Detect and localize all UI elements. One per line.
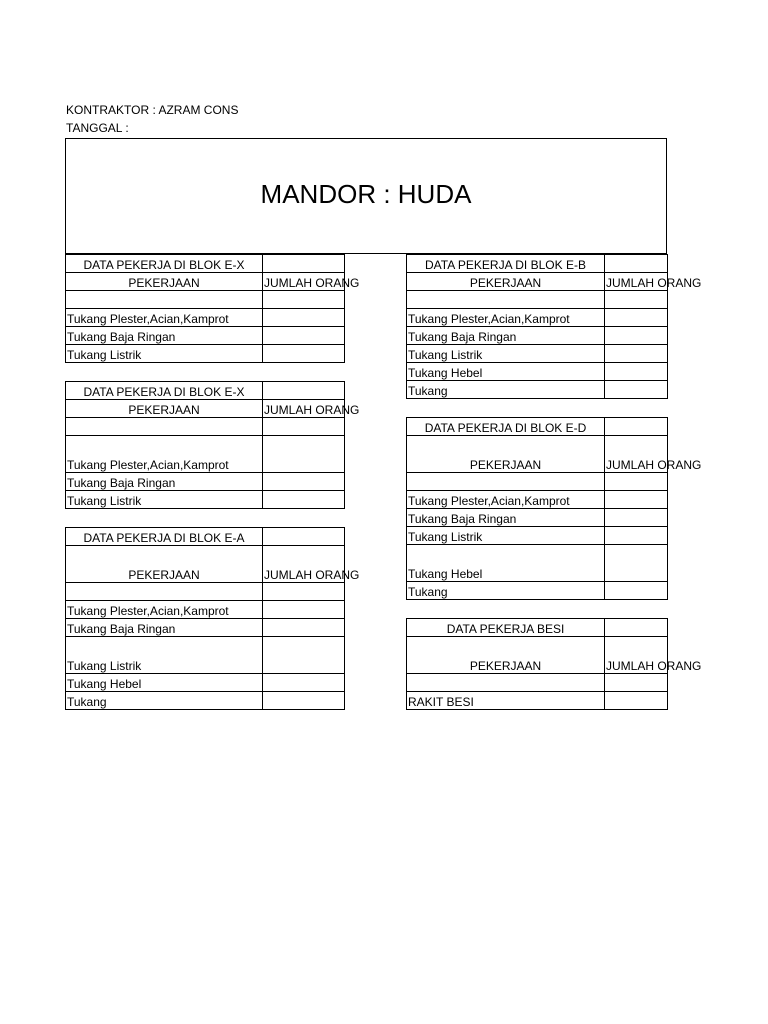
table-heading: DATA PEKERJA BESI [407, 619, 605, 637]
column-header-pekerjaan: PEKERJAAN [66, 400, 263, 418]
table-blok-ex-1 [65, 254, 360, 363]
table-cell [605, 692, 668, 710]
table-row-label: Tukang Listrik [407, 527, 605, 545]
table-row-label: Tukang Plester,Acian,Kamprot [407, 309, 605, 327]
table-cell [605, 527, 668, 545]
table-cell [407, 674, 605, 692]
table-row-label: Tukang [407, 582, 605, 600]
table-cell [605, 619, 668, 637]
table-cell [66, 291, 263, 309]
table-cell [605, 363, 668, 381]
table-cell [605, 545, 668, 582]
table-row-label: Tukang Hebel [407, 363, 605, 381]
contractor-label: KONTRAKTOR : AZRAM CONS [66, 103, 239, 117]
table-cell [605, 291, 668, 309]
table-row-label: Tukang Listrik [66, 491, 263, 509]
table-cell [407, 473, 605, 491]
table-blok-ex-2 [65, 381, 360, 509]
column-header-jumlah-orang: JUMLAH ORANG [263, 400, 345, 418]
table-row-label: Tukang Plester,Acian,Kamprot [66, 601, 263, 619]
table-heading: DATA PEKERJA DI BLOK E-A [66, 528, 263, 546]
table-row-label: Tukang Plester,Acian,Kamprot [407, 491, 605, 509]
table-cell [605, 418, 668, 436]
table-row-label: Tukang Baja Ringan [407, 327, 605, 345]
table-cell [605, 473, 668, 491]
table-blok-ea [65, 527, 360, 710]
table-cell [263, 382, 345, 400]
table-blok-ed [406, 417, 702, 600]
table-blok-eb [406, 254, 702, 399]
column-header-jumlah-orang: JUMLAH ORANG [263, 546, 345, 583]
table-row-label: Tukang Plester,Acian,Kamprot [66, 309, 263, 327]
table-cell [605, 491, 668, 509]
table-row-label: Tukang Baja Ringan [66, 473, 263, 491]
title-box [65, 138, 667, 254]
column-header-pekerjaan: PEKERJAAN [407, 273, 605, 291]
table-row-label: Tukang Plester,Acian,Kamprot [66, 436, 263, 473]
column-header-pekerjaan: PEKERJAAN [407, 637, 605, 674]
table-cell [263, 528, 345, 546]
table-cell [263, 309, 345, 327]
table-cell [605, 255, 668, 273]
table-cell [263, 291, 345, 309]
table-row-label: Tukang Baja Ringan [66, 619, 263, 637]
page-title: MANDOR : HUDA [260, 179, 472, 209]
table-cell [407, 291, 605, 309]
table-heading: DATA PEKERJA DI BLOK E-X [66, 255, 263, 273]
column-header-pekerjaan: PEKERJAAN [66, 546, 263, 583]
table-row-label: Tukang [66, 692, 263, 710]
column-header-pekerjaan: PEKERJAAN [407, 436, 605, 473]
column-header-jumlah-orang: JUMLAH ORANG [605, 436, 668, 473]
table-cell [605, 674, 668, 692]
table-row-label: Tukang Listrik [66, 637, 263, 674]
table-cell [263, 692, 345, 710]
table-row-label: Tukang Listrik [407, 345, 605, 363]
column-header-jumlah-orang: JUMLAH ORANG [605, 637, 668, 674]
table-cell [263, 255, 345, 273]
table-cell [263, 601, 345, 619]
table-pekerja-besi [406, 618, 702, 710]
column-header-pekerjaan: PEKERJAAN [66, 273, 263, 291]
table-cell [605, 309, 668, 327]
table-cell [263, 327, 345, 345]
table-heading: DATA PEKERJA DI BLOK E-B [407, 255, 605, 273]
table-cell [263, 619, 345, 637]
table-cell [263, 418, 345, 436]
table-cell [263, 345, 345, 363]
table-row-label: Tukang [407, 381, 605, 399]
table-cell [66, 583, 263, 601]
table-row-label: Tukang Listrik [66, 345, 263, 363]
table-heading: DATA PEKERJA DI BLOK E-X [66, 382, 263, 400]
table-row-label: Tukang Baja Ringan [407, 509, 605, 527]
table-cell [605, 327, 668, 345]
table-row-label: Tukang Baja Ringan [66, 327, 263, 345]
column-header-jumlah-orang: JUMLAH ORANG [605, 273, 668, 291]
table-row-label: Tukang Hebel [66, 674, 263, 692]
table-cell [263, 674, 345, 692]
table-cell [605, 381, 668, 399]
table-heading: DATA PEKERJA DI BLOK E-D [407, 418, 605, 436]
table-cell [66, 418, 263, 436]
table-cell [263, 473, 345, 491]
table-row-label: RAKIT BESI [407, 692, 605, 710]
table-cell [605, 509, 668, 527]
table-cell [263, 583, 345, 601]
table-cell [263, 637, 345, 674]
table-cell [263, 436, 345, 473]
date-label: TANGGAL : [66, 121, 129, 135]
table-cell [263, 491, 345, 509]
table-cell [605, 582, 668, 600]
table-row-label: Tukang Hebel [407, 545, 605, 582]
table-cell [605, 345, 668, 363]
column-header-jumlah-orang: JUMLAH ORANG [263, 273, 345, 291]
